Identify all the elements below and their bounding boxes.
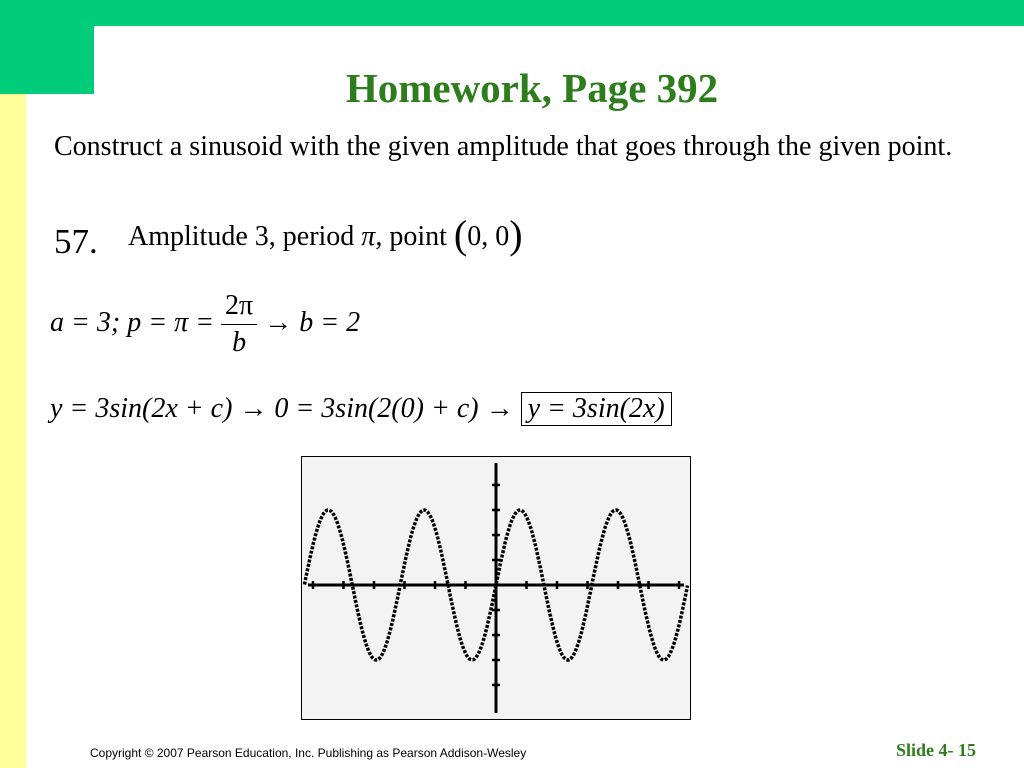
instructions-text: Construct a sinusoid with the given amplitude that goes through the given point.	[54, 131, 953, 162]
equation-general: y = 3sin(2x + c)	[50, 393, 233, 424]
fraction-numerator: 2π	[221, 288, 257, 325]
problem-amplitude-period: Amplitude 3, period	[128, 221, 355, 252]
equation-period	[50, 288, 360, 361]
answer-box	[521, 392, 672, 426]
problem-number: 57.	[54, 222, 98, 261]
arrow-2: →	[485, 393, 514, 424]
problem-point-label: point	[389, 221, 447, 252]
graph-calculator-screen	[301, 456, 691, 720]
sinusoid-plot	[302, 457, 690, 719]
slide-title: Homework, Page 392	[345, 65, 719, 111]
fraction	[221, 288, 257, 361]
equation-substituted: 0 = 3sin(2(0) + c)	[274, 393, 479, 424]
arrow-1: →	[239, 393, 268, 424]
left-paren: (	[453, 212, 468, 257]
right-paren: )	[509, 212, 523, 257]
side-accent-bar	[0, 94, 26, 768]
equation-b-result: → b = 2	[264, 306, 361, 338]
equation-a-part: a = 3; p = π =	[50, 306, 215, 338]
problem-point: 0, 0	[467, 221, 510, 252]
top-accent-bar	[0, 0, 1024, 26]
fraction-denominator: b	[232, 327, 247, 358]
equation-solution	[50, 392, 672, 426]
problem-pi: π,	[361, 221, 383, 252]
slide-number: Slide 4- 15	[896, 740, 977, 760]
problem-statement	[128, 208, 523, 255]
answer-equation: y = 3sin(2x)	[527, 393, 665, 424]
footer-copyright: Copyright © 2007 Pearson Education, Inc. Publishing as Pearson Addison-Wesley	[90, 746, 527, 760]
